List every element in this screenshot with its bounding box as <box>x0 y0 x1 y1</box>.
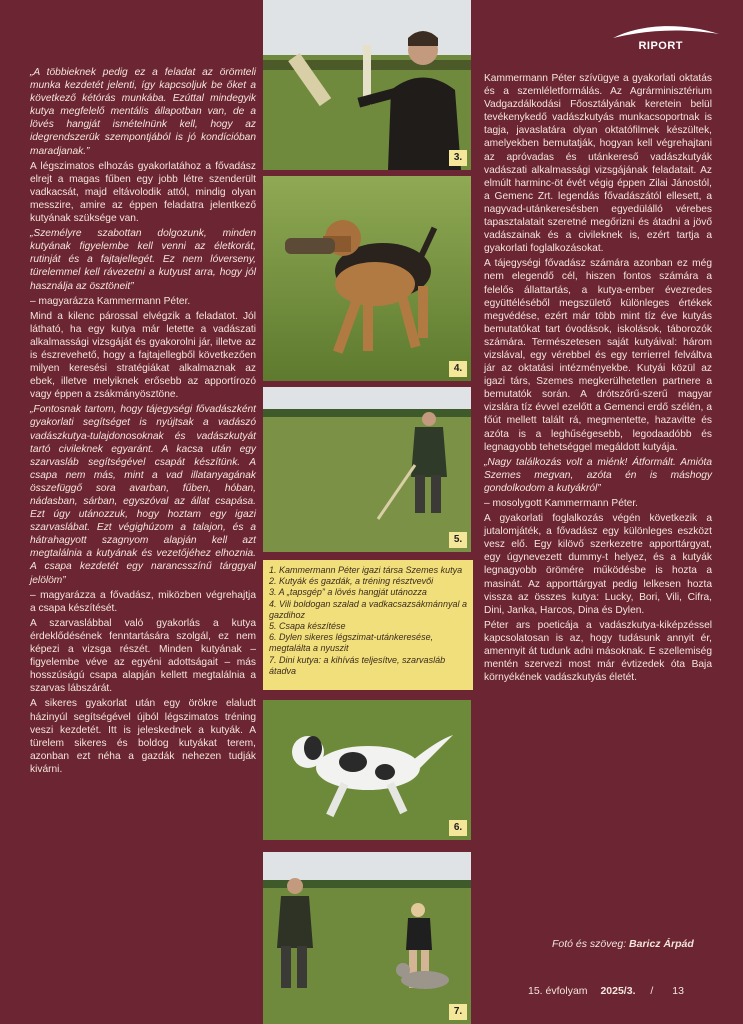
photo-number: 4. <box>449 361 467 377</box>
paragraph: – magyarázza Kammermann Péter. <box>30 295 191 307</box>
caption-2: 2. Kutyák és gazdák, a tréning résztvevői <box>269 576 434 587</box>
paragraph: Kammermann Péter szívügye a gyakorlati oktatás és a szemléletformálás. Az Agrárminisztérium Vadgazdálkodási Főosztályának keretein belül tevékenykedő vadászkutyás munkacsoportnak is tagja, javaslatára olyan oktatófilmek készültek, amelyekben bemutatják, hogyan kell végrehajtani az apróvadas és utánkereső vadászkutyák vadászati alkalmassági vizsgájának feladatait. Az elmúlt harminc-öt évét végig éppen Zilai Jánostól, a Gemenc Zrt. legendás fővadászától ellesett, a nagyvad-utánkeresésben egyedülálló vérebes tapasztalatait szeretné megőrizni és átadni a jövő vadászainak és a civileknek is, ezért tartja a gyakorlati foglalkozásokat. <box>484 73 712 255</box>
page-number: 13 <box>672 985 684 997</box>
photo-7 <box>263 852 471 1024</box>
paragraph: A sikeres gyakorlat után egy örökre elaludt házinyúl segítségével újból légszimatos tréning veszi kezdetét. Itt is jeleskednek a kutyák. A türelem sikeres és boldog kutyákat terem, azonban ezt néha a gazdák nehezen tudják kivárni. <box>30 698 256 775</box>
paragraph: A tájegységi fővadász számára azonban ez még nem elegendő cél, hiszen fontos számára a felelős állattartás, a kutya-ember évezredes együttéléséből megszülető különleges értékek megvédése, ezért már több mint tíz éve kutyás bemutatókat tart óvodások, iskolások, táborozók számára. Természetesen saját kutyáival: három vizslával, egy vérebbel és egy terrierrel felváltva jár az oktatási intézményekbe. Kutyái közül az igazi társ, Szemes megkerülhetetlen partnere a bemutatók során. A drótszőrű-szerű magyar vizslára tíz évvel ezelőtt a Gemenci erdő szélén, a főút mellett talált rá, megmentette, hazavitte és azóta is a leghűségesebb, legodaadóbb és legnagyobb tehetséggel megáldott kutyája. <box>484 258 712 453</box>
photo-number: 7. <box>449 1004 467 1020</box>
paragraph: „A többieknek pedig ez a feladat az örömteli munka kezdetét jelenti, így kapcsoljuk be őket a következő kétórás munkába. Ezúttal mindegyik kutya megfelelő mentális állapotban van, de a lövés hangját ismételnünk kell, hogy az idegrendszerük szempontjából is jó kondícióban maradjanak.” <box>30 67 256 157</box>
photo-3 <box>263 0 471 170</box>
paragraph: – mosolygott Kammermann Péter. <box>484 498 639 509</box>
caption-1: 1. Kammermann Péter igazi társa Szemes kutya <box>269 565 463 575</box>
caption-3: 3. A „tapsgép” a lövés hangját utánozza <box>269 587 427 598</box>
photo-3-image <box>263 0 471 170</box>
photo-number: 5. <box>449 532 467 548</box>
paragraph: – magyarázza a fővadász, miközben végrehajtja a csapa készítését. <box>30 589 256 614</box>
photo-number: 6. <box>449 820 467 836</box>
paragraph: „Nagy találkozás volt a miénk! Átformált. Amióta Szemes megvan, azóta én is máshogy gondolkodom a kutyákról” <box>484 456 712 494</box>
photo-6 <box>263 700 471 840</box>
photo-6-image <box>263 700 471 840</box>
right-text-column <box>484 72 712 686</box>
photo-5-image <box>263 387 471 552</box>
photo-4-image <box>263 176 471 381</box>
paragraph: A gyakorlati foglalkozás végén következik a jutalomjáték, a fővadász egy különleges eszközt vesz elő. Egy kilövő szerkezetre apporttárgyat, egy úgynevezett dummy-t helyez, és a kutyák legnagyobb örömére működésbe is hozta a masinát. Az apporttárgyat pedig lelkesen hozta vissza az összes kutya: Lucky, Bori, Vili, Cifra, Dini, Janka, Harcos, Dina és Dylen. <box>484 513 712 616</box>
footer-volume: 15. évfolyam <box>528 985 588 997</box>
paragraph: Mind a kilenc párossal elvégzik a feladatot. Jól látható, ha egy kutya már letette a vadászati alkalmassági vizsgáját és gyakorolni jár, illetve az is észrevehető, hogy a fajtajellegből következően milyen keresési stratégiákat alkalmaznak az ebek, illetve melyiknek erősebb az apportírozó vagy éppen a zsákmányösztöne. <box>30 310 256 401</box>
page-footer <box>528 985 684 997</box>
photo-captions <box>263 560 473 690</box>
section-label: RIPORT <box>638 40 683 52</box>
paragraph: A légszimatos elhozás gyakorlatához a fővadász elrejt a magas fűben egy jobb létre szenderült vadkacsát, majd eltávolodik attól, mindig olyan messzire, amire az éppen feladatra jelentkező kutyának szüksége van. <box>30 160 256 225</box>
footer-separator: / <box>650 985 654 997</box>
caption-4: 4. Vili boldogan szalad a vadkacsazsákmánnyal a gazdihoz <box>269 598 467 620</box>
caption-7: 7. Dini kutya: a kihívás teljesítve, szarvasláb átadva <box>269 654 446 676</box>
credit-author: Baricz Árpád <box>629 938 694 950</box>
paragraph: Péter ars poeticája a vadászkutya-kiképzéssel kapcsolatosan is az, hogy tudásunk annyit ér, amennyit át tudunk adni másoknak. E szellemiség mentén szervezi most már évtizedek óta Baja környékének vadászkutyás életét. <box>484 619 712 684</box>
photo-number: 3. <box>449 150 467 166</box>
left-text-column <box>30 66 256 778</box>
photo-7-image <box>263 852 471 1024</box>
photo-4 <box>263 176 471 381</box>
photo-5 <box>263 387 471 552</box>
paragraph: „Fontosnak tartom, hogy tájegységi fővadászként gyakorlati segítséget is nyújtsak a vadászó vadászkutya-tulajdonosoknak és vadászkutyát tartó civileknek egyaránt. A kacsa után egy szarvasláb segítségével csapát készítünk. A csapa nem más, mint a vad illatanyagának összefüggő sora avarban, fűben, hóban, nádasban, sárban, egyszóval az állat csapása. Ezt úgy utánozzuk, hogy hoztam egy igazi szarvaslábat. Ezt végighúzom a talajon, és a hátrahagyott szagnyom alapján kell azt megtalálnia a kutyának és vezetőjéhez elhoznia. A csapa kezdetét egy narancsszínű tárggyal jelölöm” <box>30 404 256 586</box>
credit-prefix: Fotó és szöveg: <box>552 938 627 950</box>
caption-6: 6. Dylen sikeres légszimat-utánkeresése, megtalálta a nyuszit <box>269 632 434 654</box>
paragraph: „Személyre szabottan dolgozunk, minden kutyának figyelembe kell venni az életkorát, rutinját és a fajtajellegét. Ez nem lóverseny, türelemmel kell rávezetni a kutyust arra, hogy jól használja az ösztöneit” <box>30 228 256 292</box>
caption-5: 5. Csapa készítése <box>269 621 346 632</box>
paragraph: A szarvaslábbal való gyakorlás a kutya érdeklődésének fenntartására szolgál, ez nem képezi a vizsga részét. Minden kutyának – figyelembe véve az egyéni adottságait – más hosszúságú csapa alapján kellett megtalálnia a szarvas lábszárát. <box>30 617 256 695</box>
footer-issue: 2025/3. <box>600 985 636 997</box>
author-credit <box>552 938 694 950</box>
